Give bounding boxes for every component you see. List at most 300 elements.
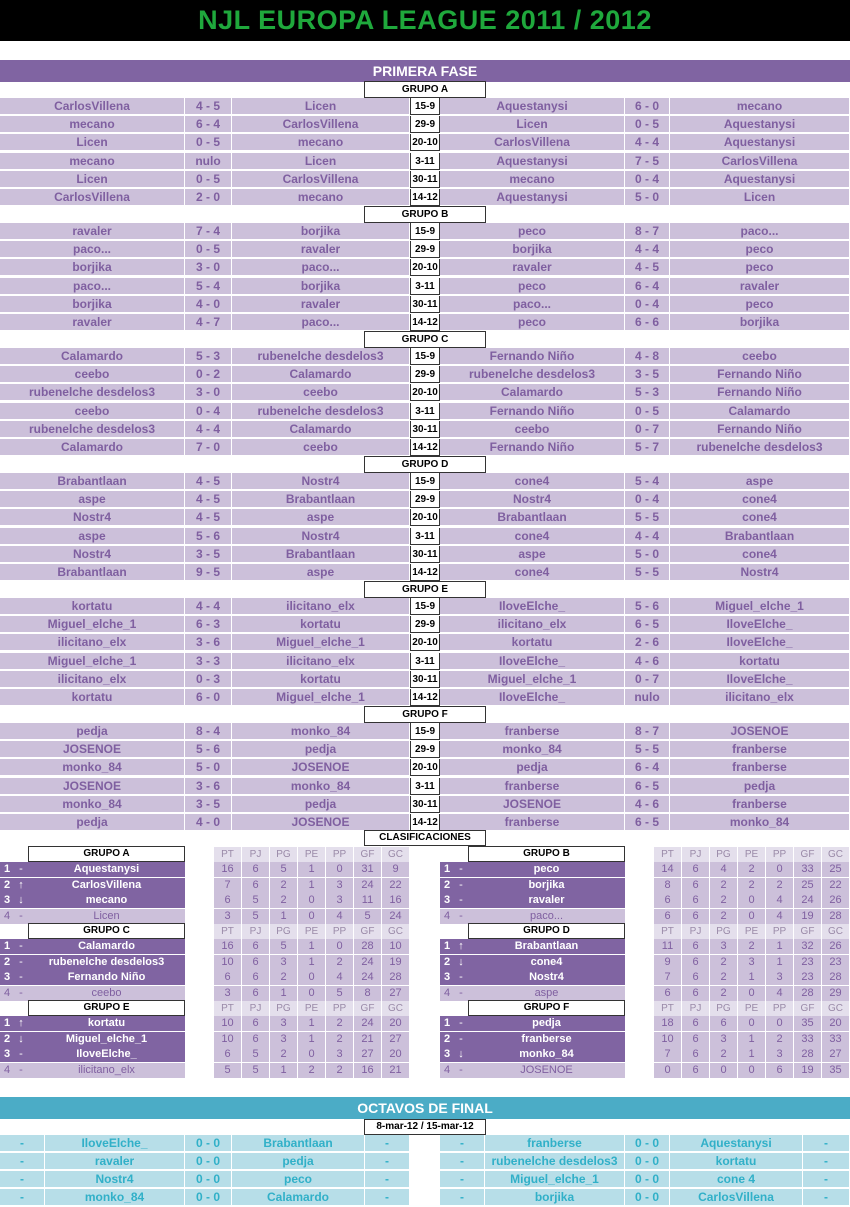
standings-col-header: PG — [710, 1001, 737, 1016]
round16-score: 0 - 0 — [185, 1135, 232, 1152]
match-home-b: Aquestanysi — [440, 153, 625, 170]
standings-row — [0, 909, 410, 924]
match-date: 30-11 — [410, 421, 440, 438]
match-home-b: ilicitano_elx — [440, 616, 625, 633]
standings-stat: 8 — [354, 986, 381, 1001]
standings-stat: 2 — [326, 1016, 353, 1031]
match-date: 30-11 — [410, 796, 440, 813]
match-away-a: rubenelche desdelos3 — [232, 403, 410, 420]
match-away-a: JOSENOE — [232, 814, 410, 831]
match-home-b: franberse — [440, 778, 625, 795]
match-score-a: 3 - 0 — [185, 259, 232, 276]
standings-trend-icon: ↓ — [454, 955, 468, 970]
standings-stat: 7 — [214, 878, 241, 893]
match-away-b: CarlosVillena — [670, 153, 850, 170]
standings-col-header: PE — [738, 847, 765, 862]
standings-trend-icon: - — [454, 893, 468, 908]
standings-position: 2 — [0, 1032, 14, 1047]
standings-stat: 20 — [382, 1016, 409, 1031]
standings-stat: 33 — [794, 862, 821, 877]
match-score-a: 4 - 0 — [185, 814, 232, 831]
match-home-a: CarlosVillena — [0, 98, 185, 115]
standings-stat: 0 — [298, 893, 325, 908]
match-date: 30-11 — [410, 546, 440, 563]
match-score-a: 5 - 6 — [185, 741, 232, 758]
standings-stat: 2 — [326, 1032, 353, 1047]
match-home-a: CarlosVillena — [0, 189, 185, 206]
round16-home: Miguel_elche_1 — [485, 1171, 625, 1188]
standings-trend-icon: - — [14, 1063, 28, 1078]
standings-position: 2 — [440, 1032, 454, 1047]
match-home-a: pedja — [0, 723, 185, 740]
match-away-a: pedja — [232, 796, 410, 813]
match-home-b: Fernando Niño — [440, 403, 625, 420]
match-away-a: Brabantlaan — [232, 491, 410, 508]
standings-stat: 6 — [682, 1016, 709, 1031]
standings-stat: 2 — [738, 862, 765, 877]
round16-away: Aquestanysi — [670, 1135, 803, 1152]
standings-stat: 4 — [766, 909, 793, 924]
match-home-a: aspe — [0, 528, 185, 545]
standings-col-header: PT — [214, 1001, 241, 1016]
round16-score: 0 - 0 — [185, 1153, 232, 1170]
standings-stat: 1 — [738, 1047, 765, 1062]
match-score-a: 0 - 4 — [185, 403, 232, 420]
standings-position: 1 — [440, 862, 454, 877]
match-away-b: ravaler — [670, 278, 850, 295]
round16-home: ravaler — [45, 1153, 185, 1170]
match-date: 30-11 — [410, 296, 440, 313]
standings-header — [0, 1001, 410, 1016]
match-score-a: 3 - 3 — [185, 653, 232, 670]
standings-team: cone4 — [468, 955, 625, 970]
match-home-b: cone4 — [440, 528, 625, 545]
match-away-b: Aquestanysi — [670, 134, 850, 151]
standings-header — [0, 924, 410, 939]
match-away-b: peco — [670, 296, 850, 313]
match-away-b: rubenelche desdelos3 — [670, 439, 850, 456]
standings-stat: 6 — [242, 862, 269, 877]
match-away-a: borjika — [232, 223, 410, 240]
round16-marker: - — [365, 1135, 410, 1152]
match-home-a: Calamardo — [0, 348, 185, 365]
match-away-a: aspe — [232, 509, 410, 526]
match-row — [0, 546, 850, 563]
match-score-a: 2 - 0 — [185, 189, 232, 206]
standings-position: 4 — [440, 909, 454, 924]
match-row — [0, 778, 850, 795]
match-score-b: 6 - 4 — [625, 759, 670, 776]
match-score-a: 3 - 6 — [185, 778, 232, 795]
standings-stat: 2 — [710, 909, 737, 924]
standings-row — [440, 909, 850, 924]
standings-stat: 0 — [738, 893, 765, 908]
match-score-a: 4 - 7 — [185, 314, 232, 331]
match-date: 15-9 — [410, 223, 440, 240]
match-date: 20-10 — [410, 259, 440, 276]
standings-col-header: PT — [214, 924, 241, 939]
standings-col-header: PG — [710, 924, 737, 939]
standings-position: 4 — [0, 909, 14, 924]
match-home-b: Aquestanysi — [440, 98, 625, 115]
match-date: 3-11 — [410, 528, 440, 545]
standings-stat: 26 — [822, 893, 849, 908]
standings-row — [440, 986, 850, 1001]
match-away-b: peco — [670, 259, 850, 276]
match-score-b: 5 - 5 — [625, 564, 670, 581]
standings-stat: 6 — [654, 986, 681, 1001]
standings-col-header: GF — [354, 1001, 381, 1016]
standings-stat: 3 — [214, 909, 241, 924]
standings-stat: 6 — [682, 862, 709, 877]
match-home-a: ravaler — [0, 223, 185, 240]
standings-stat: 5 — [270, 862, 297, 877]
standings-stat: 1 — [298, 1016, 325, 1031]
match-row — [0, 491, 850, 508]
standings-row — [440, 970, 850, 985]
match-score-b: 4 - 4 — [625, 241, 670, 258]
round16-marker: - — [365, 1153, 410, 1170]
match-away-b: IloveElche_ — [670, 634, 850, 651]
standings-col-header: PJ — [682, 847, 709, 862]
match-score-b: 5 - 0 — [625, 546, 670, 563]
match-away-a: kortatu — [232, 671, 410, 688]
match-away-a: ceebo — [232, 384, 410, 401]
match-score-a: 6 - 0 — [185, 689, 232, 706]
match-row — [0, 314, 850, 331]
match-row — [0, 509, 850, 526]
standings-trend-icon: - — [454, 1032, 468, 1047]
standings-stat: 2 — [710, 878, 737, 893]
match-date: 20-10 — [410, 134, 440, 151]
match-score-a: nulo — [185, 153, 232, 170]
standings-stat: 3 — [766, 1047, 793, 1062]
match-away-a: Calamardo — [232, 366, 410, 383]
match-away-a: Licen — [232, 98, 410, 115]
match-home-b: Miguel_elche_1 — [440, 671, 625, 688]
standings-col-header: PT — [654, 847, 681, 862]
standings-trend-icon: - — [454, 862, 468, 877]
round16-away: Calamardo — [232, 1189, 365, 1206]
match-away-a: rubenelche desdelos3 — [232, 348, 410, 365]
match-home-b: Licen — [440, 116, 625, 133]
standings-stat: 6 — [242, 986, 269, 1001]
round16-marker: - — [365, 1171, 410, 1188]
standings-trend-icon: - — [454, 909, 468, 924]
match-score-a: 4 - 5 — [185, 473, 232, 490]
round16-away: CarlosVillena — [670, 1189, 803, 1206]
match-score-b: 4 - 4 — [625, 134, 670, 151]
match-date: 15-9 — [410, 598, 440, 615]
round16-dates: 8-mar-12 / 15-mar-12 — [364, 1119, 486, 1135]
standings-stat: 10 — [214, 1016, 241, 1031]
standings-stat: 2 — [710, 893, 737, 908]
standings-stat: 10 — [382, 939, 409, 954]
standings-position: 4 — [440, 1063, 454, 1078]
match-home-a: aspe — [0, 491, 185, 508]
match-row — [0, 403, 850, 420]
standings-stat: 21 — [354, 1032, 381, 1047]
standings-stat: 24 — [354, 1016, 381, 1031]
standings-stat: 20 — [822, 1016, 849, 1031]
match-away-a: mecano — [232, 189, 410, 206]
standings-stat: 6 — [682, 1047, 709, 1062]
match-away-a: ceebo — [232, 439, 410, 456]
standings-stat: 0 — [654, 1063, 681, 1078]
standings-stat: 2 — [738, 878, 765, 893]
match-date: 15-9 — [410, 723, 440, 740]
standings-stat: 0 — [738, 986, 765, 1001]
match-away-b: Calamardo — [670, 403, 850, 420]
standings-col-header: PE — [298, 847, 325, 862]
match-away-a: mecano — [232, 134, 410, 151]
standings-stat: 4 — [766, 893, 793, 908]
round16-marker: - — [0, 1189, 45, 1206]
standings-stat: 4 — [326, 970, 353, 985]
match-away-b: Fernando Niño — [670, 421, 850, 438]
round16-home: franberse — [485, 1135, 625, 1152]
match-score-b: 8 - 7 — [625, 223, 670, 240]
standings-stat: 9 — [654, 955, 681, 970]
standings-stat: 6 — [682, 939, 709, 954]
standings-stat: 6 — [682, 909, 709, 924]
standings-header — [440, 1001, 850, 1016]
standings-stat: 1 — [298, 955, 325, 970]
match-score-a: 4 - 5 — [185, 98, 232, 115]
match-score-a: 6 - 4 — [185, 116, 232, 133]
match-score-b: 4 - 6 — [625, 653, 670, 670]
standings-stat: 6 — [682, 893, 709, 908]
match-home-b: aspe — [440, 546, 625, 563]
match-away-a: aspe — [232, 564, 410, 581]
match-score-b: 0 - 5 — [625, 116, 670, 133]
match-home-a: pedja — [0, 814, 185, 831]
match-row — [0, 439, 850, 456]
standings-row — [0, 1047, 410, 1062]
standings-stat: 11 — [654, 939, 681, 954]
match-row — [0, 814, 850, 831]
standings-stat: 21 — [382, 1063, 409, 1078]
round16-score: 0 - 0 — [185, 1171, 232, 1188]
match-row — [0, 278, 850, 295]
match-score-a: 0 - 5 — [185, 241, 232, 258]
match-score-b: 6 - 0 — [625, 98, 670, 115]
standings-stat: 6 — [766, 1063, 793, 1078]
match-score-b: 4 - 6 — [625, 796, 670, 813]
standings-stat: 31 — [354, 862, 381, 877]
standings-stat: 6 — [682, 986, 709, 1001]
match-score-b: 6 - 4 — [625, 278, 670, 295]
match-home-a: ilicitano_elx — [0, 634, 185, 651]
first-phase-banner: PRIMERA FASE — [0, 60, 850, 82]
match-row — [0, 689, 850, 706]
match-home-b: ceebo — [440, 421, 625, 438]
standings-header — [440, 924, 850, 939]
standings-trend-icon: - — [454, 1063, 468, 1078]
match-row — [0, 598, 850, 615]
standings-team: aspe — [468, 986, 625, 1001]
standings-stat: 6 — [682, 955, 709, 970]
standings-stat: 29 — [822, 986, 849, 1001]
match-home-b: Fernando Niño — [440, 439, 625, 456]
match-date: 3-11 — [410, 778, 440, 795]
match-row — [0, 564, 850, 581]
standings-stat: 3 — [214, 986, 241, 1001]
match-row — [0, 171, 850, 188]
standings-stat: 5 — [242, 909, 269, 924]
round16-marker: - — [803, 1189, 850, 1206]
match-home-a: JOSENOE — [0, 741, 185, 758]
standings-col-header: PT — [654, 1001, 681, 1016]
round16-score: 0 - 0 — [625, 1189, 670, 1206]
standings-stat: 3 — [326, 878, 353, 893]
standings-col-header: GF — [354, 847, 381, 862]
match-home-b: JOSENOE — [440, 796, 625, 813]
standings-stat: 6 — [654, 893, 681, 908]
match-date: 14-12 — [410, 689, 440, 706]
standings-stat: 33 — [822, 1032, 849, 1047]
match-home-a: borjika — [0, 296, 185, 313]
match-row — [0, 348, 850, 365]
match-score-a: 5 - 6 — [185, 528, 232, 545]
standings-stat: 10 — [214, 1032, 241, 1047]
match-home-a: ilicitano_elx — [0, 671, 185, 688]
match-date: 14-12 — [410, 189, 440, 206]
standings-stat: 2 — [298, 1063, 325, 1078]
standings-stat: 1 — [738, 1032, 765, 1047]
match-score-a: 5 - 3 — [185, 348, 232, 365]
match-home-b: cone4 — [440, 473, 625, 490]
standings-position: 3 — [440, 970, 454, 985]
standings-stat: 19 — [794, 909, 821, 924]
standings-position: 3 — [440, 893, 454, 908]
match-away-a: JOSENOE — [232, 759, 410, 776]
standings-col-header: PP — [766, 847, 793, 862]
standings-stat: 2 — [270, 893, 297, 908]
match-date: 29-9 — [410, 616, 440, 633]
match-date: 3-11 — [410, 153, 440, 170]
standings-col-header: PT — [654, 924, 681, 939]
round16-marker: - — [440, 1171, 485, 1188]
standings-team: franberse — [468, 1032, 625, 1047]
match-date: 14-12 — [410, 439, 440, 456]
standings-row — [440, 1032, 850, 1047]
standings-stat: 5 — [354, 909, 381, 924]
standings-col-header: GF — [354, 924, 381, 939]
match-home-b: ravaler — [440, 259, 625, 276]
match-score-b: 5 - 5 — [625, 741, 670, 758]
standings-stat: 6 — [682, 1032, 709, 1047]
match-home-b: monko_84 — [440, 741, 625, 758]
standings-position: 1 — [0, 939, 14, 954]
match-score-a: 4 - 4 — [185, 598, 232, 615]
standings-stat: 24 — [354, 955, 381, 970]
match-away-b: paco... — [670, 223, 850, 240]
match-score-b: 2 - 6 — [625, 634, 670, 651]
standings-trend-icon: - — [454, 970, 468, 985]
round16-away: Brabantlaan — [232, 1135, 365, 1152]
match-row — [0, 153, 850, 170]
standings-team: Nostr4 — [468, 970, 625, 985]
match-away-b: cone4 — [670, 491, 850, 508]
match-away-a: pedja — [232, 741, 410, 758]
standings-group-label: GRUPO D — [468, 923, 625, 939]
match-date: 14-12 — [410, 564, 440, 581]
standings-stat: 2 — [270, 1047, 297, 1062]
standings-team: ceebo — [28, 986, 185, 1001]
standings-stat: 6 — [710, 1016, 737, 1031]
standings-team: paco... — [468, 909, 625, 924]
match-away-a: Nostr4 — [232, 473, 410, 490]
round16-away: kortatu — [670, 1153, 803, 1170]
standings-stat: 28 — [794, 986, 821, 1001]
standings-stat: 10 — [654, 1032, 681, 1047]
match-away-a: Miguel_elche_1 — [232, 634, 410, 651]
standings-stat: 6 — [242, 939, 269, 954]
standings-position: 2 — [0, 955, 14, 970]
round16-away: peco — [232, 1171, 365, 1188]
match-date: 3-11 — [410, 653, 440, 670]
match-score-b: 6 - 5 — [625, 778, 670, 795]
standings-stat: 3 — [326, 893, 353, 908]
standings-stat: 0 — [766, 1016, 793, 1031]
match-row — [0, 741, 850, 758]
standings-trend-icon: - — [454, 878, 468, 893]
standings-stat: 0 — [766, 862, 793, 877]
standings-row — [0, 955, 410, 970]
standings-stat: 5 — [242, 1047, 269, 1062]
match-score-a: 9 - 5 — [185, 564, 232, 581]
standings-stat: 1 — [270, 986, 297, 1001]
match-away-b: IloveElche_ — [670, 671, 850, 688]
match-home-b: IloveElche_ — [440, 689, 625, 706]
standings-team: mecano — [28, 893, 185, 908]
standings-stat: 25 — [794, 878, 821, 893]
match-date: 29-9 — [410, 241, 440, 258]
match-date: 29-9 — [410, 366, 440, 383]
standings-stat: 6 — [214, 893, 241, 908]
match-date: 15-9 — [410, 98, 440, 115]
standings-group-label: GRUPO F — [468, 1000, 625, 1016]
standings-stat: 24 — [382, 909, 409, 924]
standings-trend-icon: ↑ — [454, 939, 468, 954]
match-away-b: franberse — [670, 741, 850, 758]
standings-col-header: GC — [382, 1001, 409, 1016]
match-date: 20-10 — [410, 759, 440, 776]
standings-position: 3 — [0, 893, 14, 908]
match-home-b: franberse — [440, 814, 625, 831]
match-away-a: CarlosVillena — [232, 116, 410, 133]
match-home-b: IloveElche_ — [440, 598, 625, 615]
match-away-b: mecano — [670, 98, 850, 115]
round16-home: IloveElche_ — [45, 1135, 185, 1152]
group-label: GRUPO A — [364, 81, 486, 98]
match-away-b: Aquestanysi — [670, 171, 850, 188]
round16-marker: - — [803, 1135, 850, 1152]
standings-col-header: GC — [822, 847, 849, 862]
standings-group-label: GRUPO A — [28, 846, 185, 862]
standings-stat: 0 — [298, 1047, 325, 1062]
match-score-b: 0 - 7 — [625, 671, 670, 688]
match-away-b: aspe — [670, 473, 850, 490]
match-away-a: Miguel_elche_1 — [232, 689, 410, 706]
standings-col-header: PP — [766, 924, 793, 939]
match-date: 3-11 — [410, 278, 440, 295]
match-date: 29-9 — [410, 116, 440, 133]
standings-stat: 16 — [354, 1063, 381, 1078]
standings-stat: 2 — [270, 970, 297, 985]
match-home-a: paco... — [0, 278, 185, 295]
